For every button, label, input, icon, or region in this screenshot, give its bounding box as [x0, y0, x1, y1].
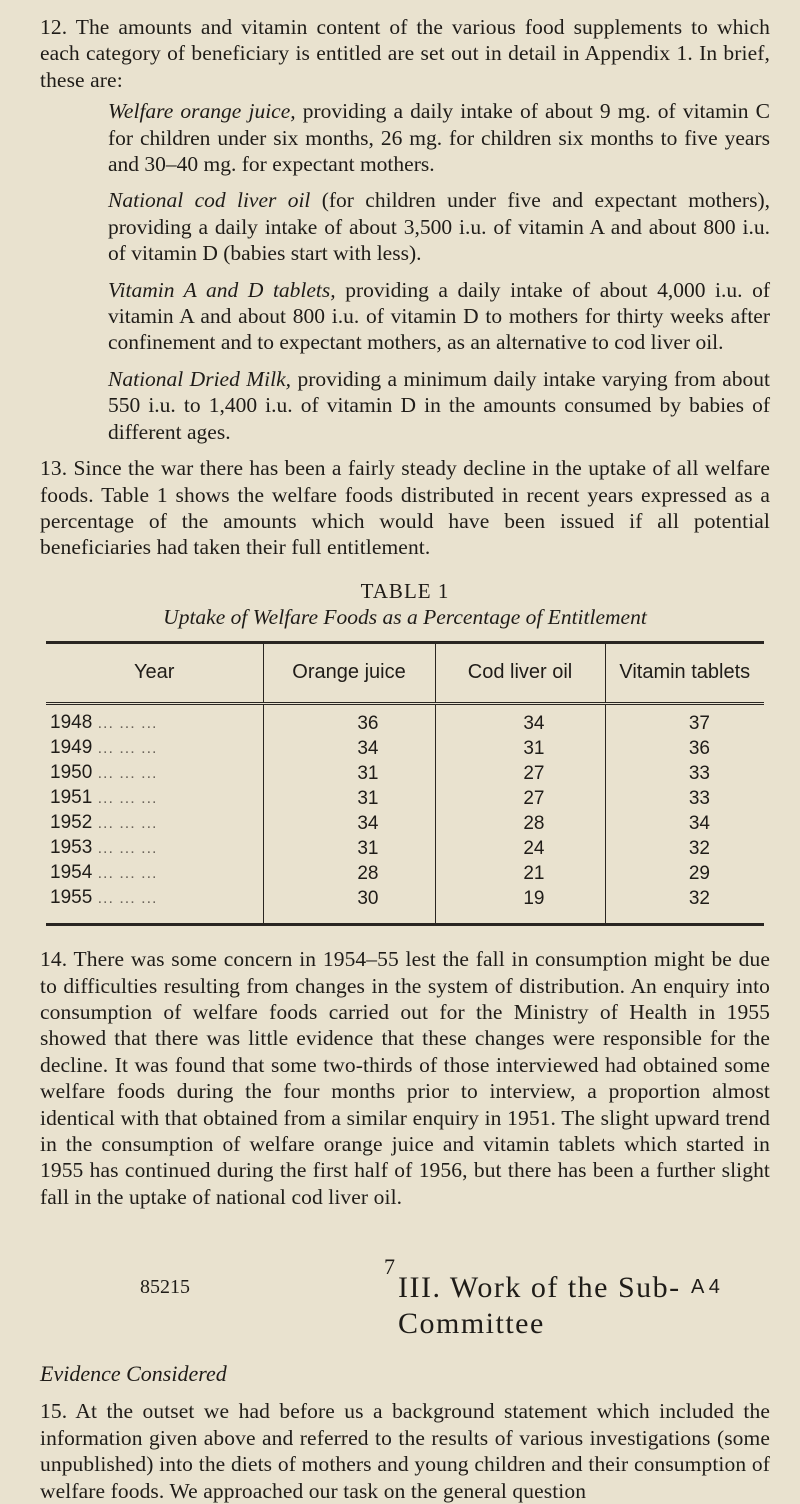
- header-cod-liver-oil: Cod liver oil: [435, 644, 605, 704]
- vitamin-tablets-cell: 33: [605, 786, 764, 811]
- year-cell: 1948 ... ... ...: [50, 712, 158, 734]
- dot-leader: ... ... ...: [97, 840, 158, 858]
- table-row: [46, 861, 764, 886]
- table-row: [46, 761, 764, 786]
- table-row: [46, 786, 764, 811]
- supplement-name: National Dried Milk,: [108, 366, 292, 391]
- orange-juice-cell: 28: [263, 861, 435, 886]
- year-cell: 1953 ... ... ...: [50, 837, 158, 859]
- year-cell: 1951 ... ... ...: [50, 787, 158, 809]
- vitamin-tablets-cell: 37: [605, 704, 764, 737]
- cod-liver-oil-cell: 34: [435, 704, 605, 737]
- uptake-table: [46, 644, 764, 924]
- vitamin-tablets-cell: 33: [605, 761, 764, 786]
- table-row: [46, 704, 764, 737]
- dot-leader: ... ... ...: [97, 815, 158, 833]
- cod-liver-oil-cell: 28: [435, 811, 605, 836]
- vitamin-tablets-cell: 29: [605, 861, 764, 886]
- dot-leader: ... ... ...: [97, 765, 158, 783]
- orange-juice-cell: 34: [263, 736, 435, 761]
- year-cell: 1950 ... ... ...: [50, 762, 158, 784]
- supplement-item: [108, 98, 770, 177]
- sub-heading: Evidence Considered: [40, 1361, 227, 1387]
- table-row: [46, 811, 764, 836]
- header-vitamin-tablets: Vitamin tablets: [605, 644, 764, 704]
- table-row: [46, 836, 764, 861]
- table-header-row: [46, 644, 764, 704]
- supplement-list: [108, 98, 770, 445]
- supplement-description: providing a minimum daily intake varying from about 550 i.u. to 1,400 i.u. of vitamin D in the amounts consumed by babies of different ages.: [108, 366, 770, 444]
- section-heading: III. Work of the Sub-Committee: [398, 1271, 681, 1341]
- dot-leader: ... ... ...: [97, 790, 158, 808]
- sheet-signature: A 4: [691, 1276, 720, 1298]
- orange-juice-cell: 34: [263, 811, 435, 836]
- cod-liver-oil-cell: 31: [435, 736, 605, 761]
- year-cell: 1955 ... ... ...: [50, 887, 158, 909]
- table-bottom-rule: [46, 923, 764, 926]
- paragraph-12: 12. The amounts and vitamin content of the various food supplements to which each category of beneficiary is entitled are set out in detail in Appendix 1. In brief, these are:: [40, 15, 770, 92]
- orange-juice-cell: 31: [263, 786, 435, 811]
- paragraph-14: 14. There was some concern in 1954–55 lest the fall in consumption might be due to difficulties resulting from changes in the system of distribution. An enquiry into consumption of welfare foods carried out for the Ministry of Health in 1955 showed that there was little evidence that these changes were responsible for the decline. It was found that some two-thirds of those interviewed had obtained some welfare foods during the four months prior to interview, a proportion almost identical with that obtained from a similar enquiry in 1951. The slight upward trend in the consumption of welfare orange juice and vitamin tablets which started in 1955 has continued during the first half of 1956, but there has been a further slight fall in the uptake of national cod liver oil.: [40, 947, 770, 1209]
- header-orange-juice: Orange juice: [263, 644, 435, 704]
- dot-leader: ... ... ...: [97, 715, 158, 733]
- cod-liver-oil-cell: 27: [435, 786, 605, 811]
- dot-leader: ... ... ...: [97, 865, 158, 883]
- vitamin-tablets-cell: 32: [605, 886, 764, 923]
- table-subtitle: Uptake of Welfare Foods as a Percentage of Entitlement: [163, 604, 647, 629]
- header-year: Year: [46, 644, 263, 704]
- supplement-item: [108, 366, 770, 445]
- supplement-item: [108, 277, 770, 356]
- supplement-name: Welfare orange juice,: [108, 99, 296, 124]
- orange-juice-cell: 36: [263, 704, 435, 737]
- year-cell: 1949 ... ... ...: [50, 737, 158, 759]
- supplement-name: Vitamin A and D tablets,: [108, 277, 336, 302]
- orange-juice-cell: 30: [263, 886, 435, 923]
- cod-liver-oil-cell: 19: [435, 886, 605, 923]
- page-number: 7: [384, 1254, 395, 1279]
- uptake-table-wrapper: [40, 641, 770, 927]
- supplement-item: [108, 187, 770, 266]
- vitamin-tablets-cell: 36: [605, 736, 764, 761]
- supplement-description: providing a daily intake of about 9 mg. of vitamin C for children under six months, 26 mg. for children six months to five years and 30–40 mg. for expectant mothers.: [108, 99, 770, 177]
- year-cell: 1954 ... ... ...: [50, 862, 158, 884]
- supplement-description: (for children under five and expectant mothers), providing a daily intake of about 3,500 i.u. of vitamin A and about 800 i.u. of vitamin D (babies start with less).: [108, 188, 770, 266]
- orange-juice-cell: 31: [263, 836, 435, 861]
- cod-liver-oil-cell: 21: [435, 861, 605, 886]
- year-cell: 1952 ... ... ...: [50, 812, 158, 834]
- table-title: TABLE 1: [360, 578, 450, 603]
- cod-liver-oil-cell: 24: [435, 836, 605, 861]
- supplement-name: National cod liver oil: [108, 188, 311, 213]
- vitamin-tablets-cell: 34: [605, 811, 764, 836]
- dot-leader: ... ... ...: [97, 740, 158, 758]
- paragraph-13: 13. Since the war there has been a fairly steady decline in the uptake of all welfare foods. Table 1 shows the welfare foods distributed in recent years expressed as a percentage of the amounts which would have been issued if all potential beneficiaries had taken their full entitlement.: [40, 456, 770, 560]
- print-code: 85215: [140, 1276, 190, 1298]
- table-row: [46, 886, 764, 923]
- table-row: [46, 736, 764, 761]
- supplement-description: providing a daily intake of about 4,000 i.u. of vitamin A and about 800 i.u. of vitamin D to mothers for thirty weeks after confinement and to expectant mothers, as an alternative to cod liver oil.: [108, 277, 770, 355]
- paragraph-15: 15. At the outset we had before us a background statement which included the information given above and referred to the results of various investigations (some unpublished) into the diets of mothers and young children and their consumption of welfare foods. We approached our task on the general question: [40, 1399, 770, 1503]
- vitamin-tablets-cell: 32: [605, 836, 764, 861]
- dot-leader: ... ... ...: [97, 890, 158, 908]
- orange-juice-cell: 31: [263, 761, 435, 786]
- cod-liver-oil-cell: 27: [435, 761, 605, 786]
